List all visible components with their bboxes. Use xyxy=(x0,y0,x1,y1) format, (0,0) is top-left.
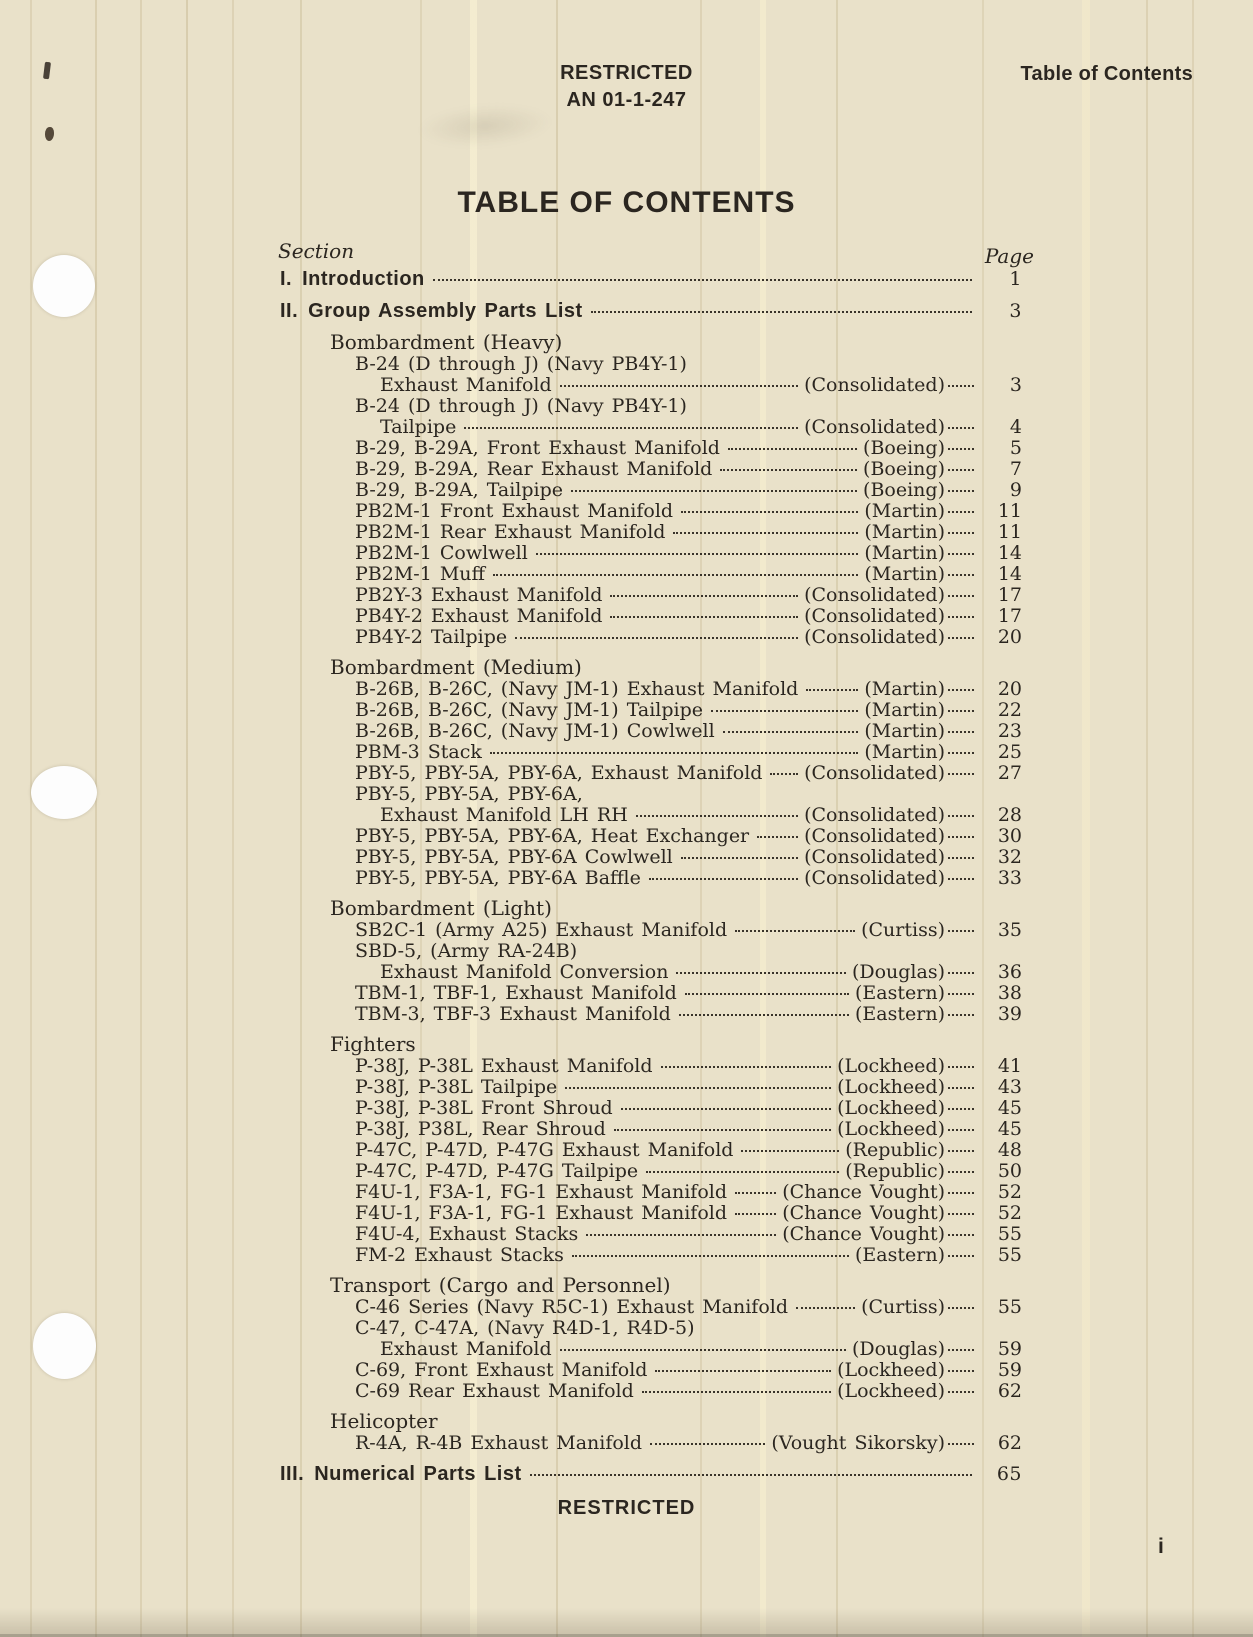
toc-entry-title: B-24 (D through J) (Navy PB4Y-1) xyxy=(355,353,687,375)
toc-manufacturer: (Consolidated) xyxy=(804,825,945,847)
toc-manufacturer: (Martin) xyxy=(864,741,945,763)
toc-entry-title: PB4Y-2 Tailpipe xyxy=(355,626,508,648)
toc-page-number: 27 xyxy=(997,762,1022,784)
toc-page-number: 9 xyxy=(1009,479,1022,501)
toc-row xyxy=(280,1077,1022,1098)
dot-leader-short xyxy=(948,689,974,691)
toc-entry-title: P-38J, P-38L Front Shroud xyxy=(355,1097,613,1119)
toc-row xyxy=(280,1381,1022,1402)
toc-row xyxy=(280,983,1022,1004)
dot-leader xyxy=(490,752,858,754)
dot-leader xyxy=(610,616,798,618)
toc-entry-title: Transport (Cargo and Personnel) xyxy=(330,1273,671,1297)
toc-manufacturer: (Martin) xyxy=(864,542,945,564)
toc-list xyxy=(280,268,1022,1486)
toc-page-number: 35 xyxy=(997,919,1022,941)
dot-leader xyxy=(685,993,849,995)
toc-row xyxy=(280,1119,1022,1140)
toc-entry-title: FM-2 Exhaust Stacks xyxy=(355,1244,564,1266)
toc-page-number: 14 xyxy=(997,563,1022,585)
toc-manufacturer: (Boeing) xyxy=(863,458,945,480)
toc-page-number: 20 xyxy=(997,678,1022,700)
toc-page-number: 32 xyxy=(997,846,1022,868)
dot-leader-short xyxy=(948,616,974,618)
toc-manufacturer: (Republic) xyxy=(845,1139,945,1161)
toc-page-number: 20 xyxy=(997,626,1022,648)
dot-leader-short xyxy=(948,448,974,450)
dot-leader-short xyxy=(948,731,974,733)
toc-entry-title: Helicopter xyxy=(330,1409,438,1433)
toc-entry-title: Introduction xyxy=(302,268,425,290)
toc-entry-title: B-24 (D through J) (Navy PB4Y-1) xyxy=(355,395,687,417)
dot-leader xyxy=(515,637,798,639)
dot-leader-short xyxy=(948,1087,974,1089)
dot-leader-short xyxy=(948,993,974,995)
dot-leader xyxy=(650,1443,765,1445)
toc-entry-title: P-38J, P-38L Exhaust Manifold xyxy=(355,1055,653,1077)
dot-leader xyxy=(642,1391,831,1393)
dot-leader-short xyxy=(948,972,974,974)
document-number: AN 01-1-247 xyxy=(566,89,687,111)
toc-manufacturer: (Martin) xyxy=(864,720,945,742)
dot-leader xyxy=(728,448,857,450)
toc-entry-title: PB2M-1 Front Exhaust Manifold xyxy=(355,500,674,522)
toc-row xyxy=(280,1034,1022,1056)
toc-row xyxy=(280,1318,1022,1339)
toc-manufacturer: (Martin) xyxy=(864,521,945,543)
toc-entry-title: B-26B, B-26C, (Navy JM-1) Tailpipe xyxy=(355,699,704,721)
dot-leader xyxy=(806,689,858,691)
toc-entry-title: Exhaust Manifold LH RH xyxy=(380,804,628,826)
dot-leader-short xyxy=(948,1066,974,1068)
toc-manufacturer: (Lockheed) xyxy=(837,1097,945,1119)
toc-manufacturer: (Eastern) xyxy=(855,982,945,1004)
dot-leader xyxy=(572,1255,849,1257)
toc-row xyxy=(280,543,1022,564)
toc-entry-title: P-38J, P-38L Tailpipe xyxy=(355,1076,558,1098)
toc-page-number: 4 xyxy=(1009,416,1022,438)
dot-leader-short xyxy=(948,1129,974,1131)
toc-row xyxy=(280,501,1022,522)
toc-row xyxy=(280,522,1022,543)
dot-leader-short xyxy=(948,553,974,555)
toc-page-number: 48 xyxy=(997,1139,1022,1161)
toc-page-number: 59 xyxy=(997,1338,1022,1360)
toc-manufacturer: (Republic) xyxy=(845,1160,945,1182)
toc-page-number: 55 xyxy=(997,1223,1022,1245)
toc-manufacturer: (Boeing) xyxy=(863,437,945,459)
dot-leader-short xyxy=(948,427,974,429)
scan-bottom-edge xyxy=(0,1608,1253,1637)
punch-hole-top xyxy=(33,255,95,317)
toc-manufacturer: (Consolidated) xyxy=(804,804,945,826)
dot-leader xyxy=(493,574,858,576)
dot-leader-short xyxy=(948,1192,974,1194)
toc-page-number: 62 xyxy=(997,1432,1022,1454)
toc-entry-title: SBD-5, (Army RA-24B) xyxy=(355,940,578,962)
toc-entry-title: Exhaust Manifold xyxy=(380,374,552,396)
dot-leader xyxy=(646,1171,839,1173)
toc-entry-title: Bombardment (Light) xyxy=(330,896,552,920)
toc-page-number: 11 xyxy=(997,521,1022,543)
toc-entry-title: Numerical Parts List xyxy=(314,1463,522,1485)
section-column-label: Section xyxy=(278,239,355,263)
toc-entry-title: P-47C, P-47D, P-47G Exhaust Manifold xyxy=(355,1139,734,1161)
toc-page-number: 45 xyxy=(997,1097,1022,1119)
toc-page-number: 22 xyxy=(997,699,1022,721)
toc-manufacturer: (Curtiss) xyxy=(861,1296,945,1318)
dot-leader xyxy=(735,930,855,932)
toc-row xyxy=(280,332,1022,354)
dot-leader xyxy=(591,311,972,313)
toc-entry-title: PB4Y-2 Exhaust Manifold xyxy=(355,605,603,627)
toc-page-number: 25 xyxy=(997,741,1022,763)
restricted-classification-footer: RESTRICTED xyxy=(557,1497,696,1519)
toc-row xyxy=(280,1463,1022,1486)
toc-row xyxy=(280,805,1022,826)
dot-leader xyxy=(536,553,859,555)
toc-page-number: 59 xyxy=(997,1359,1022,1381)
toc-page-number: 7 xyxy=(1009,458,1022,480)
toc-page-number: 1 xyxy=(1009,268,1022,290)
toc-row xyxy=(280,1203,1022,1224)
dot-leader-short xyxy=(948,1014,974,1016)
dot-leader xyxy=(649,878,798,880)
dot-leader xyxy=(796,1307,855,1309)
toc-manufacturer: (Martin) xyxy=(864,699,945,721)
dot-leader xyxy=(681,857,798,859)
toc-manufacturer: (Consolidated) xyxy=(804,416,945,438)
toc-row xyxy=(280,868,1022,889)
toc-row xyxy=(280,606,1022,627)
dot-leader-short xyxy=(948,490,974,492)
toc-entry-title: PB2Y-3 Exhaust Manifold xyxy=(355,584,603,606)
dot-leader-short xyxy=(948,878,974,880)
toc-manufacturer: (Eastern) xyxy=(855,1003,945,1025)
toc-row xyxy=(280,627,1022,648)
toc-row xyxy=(280,354,1022,375)
dot-leader xyxy=(571,490,857,492)
toc-manufacturer: (Martin) xyxy=(864,500,945,522)
toc-row xyxy=(280,1433,1022,1454)
dot-leader-short xyxy=(948,857,974,859)
toc-row xyxy=(280,679,1022,700)
toc-manufacturer: (Martin) xyxy=(864,563,945,585)
dot-leader-short xyxy=(948,1234,974,1236)
toc-entry-title: PBY-5, PBY-5A, PBY-6A, xyxy=(355,783,583,805)
dot-leader-short xyxy=(948,385,974,387)
toc-entry-title: PBY-5, PBY-5A, PBY-6A Baffle xyxy=(355,867,641,889)
toc-entry-title: PB2M-1 Cowlwell xyxy=(355,542,528,564)
toc-page-number: 28 xyxy=(997,804,1022,826)
toc-entry-title: PBM-3 Stack xyxy=(355,741,482,763)
toc-entry-title: Bombardment (Medium) xyxy=(330,655,582,679)
dot-leader xyxy=(711,710,858,712)
toc-entry-title: R-4A, R-4B Exhaust Manifold xyxy=(355,1432,643,1454)
toc-entry-title: PBY-5, PBY-5A, PBY-6A, Heat Exchanger xyxy=(355,825,750,847)
toc-manufacturer: (Consolidated) xyxy=(804,626,945,648)
toc-manufacturer: (Lockheed) xyxy=(837,1118,945,1140)
toc-row xyxy=(280,742,1022,763)
dot-leader-short xyxy=(948,511,974,513)
dot-leader-short xyxy=(948,532,974,534)
toc-page-number: 38 xyxy=(997,982,1022,1004)
toc-manufacturer: (Lockheed) xyxy=(837,1380,945,1402)
toc-manufacturer: (Boeing) xyxy=(863,479,945,501)
toc-row xyxy=(280,920,1022,941)
toc-manufacturer: (Consolidated) xyxy=(804,605,945,627)
toc-page-number: 17 xyxy=(997,605,1022,627)
toc-entry-title: C-46 Series (Navy R5C-1) Exhaust Manifold xyxy=(355,1296,789,1318)
dot-leader xyxy=(681,511,858,513)
punch-hole-bottom xyxy=(33,1313,96,1379)
toc-entry-title: PB2M-1 Muff xyxy=(355,563,486,585)
toc-entry-title: B-26B, B-26C, (Navy JM-1) Exhaust Manifold xyxy=(355,678,799,700)
toc-row xyxy=(280,1275,1022,1297)
dot-leader xyxy=(757,836,798,838)
toc-row xyxy=(280,1411,1022,1433)
page-title: TABLE OF CONTENTS xyxy=(457,186,796,219)
toc-row xyxy=(280,1360,1022,1381)
toc-entry-title: TBM-3, TBF-3 Exhaust Manifold xyxy=(355,1003,671,1025)
toc-page-number: 55 xyxy=(997,1296,1022,1318)
toc-row xyxy=(280,763,1022,784)
dot-leader xyxy=(560,1349,846,1351)
toc-row xyxy=(280,480,1022,501)
toc-manufacturer: (Consolidated) xyxy=(804,374,945,396)
dot-leader-short xyxy=(948,1213,974,1215)
toc-entry-title: PBY-5, PBY-5A, PBY-6A, Exhaust Manifold xyxy=(355,762,763,784)
toc-row xyxy=(280,396,1022,417)
toc-entry-title: PB2M-1 Rear Exhaust Manifold xyxy=(355,521,666,543)
folio-page-number: i xyxy=(1158,1535,1164,1558)
dot-leader xyxy=(735,1192,776,1194)
dot-leader xyxy=(655,1370,831,1372)
toc-row xyxy=(280,700,1022,721)
toc-row xyxy=(280,1098,1022,1119)
toc-page-number: 62 xyxy=(997,1380,1022,1402)
toc-page-number: 55 xyxy=(997,1244,1022,1266)
toc-page-number: 11 xyxy=(997,500,1022,522)
toc-page-number: 33 xyxy=(997,867,1022,889)
toc-row xyxy=(280,1161,1022,1182)
dot-leader xyxy=(723,731,859,733)
punch-hole-middle xyxy=(31,766,97,819)
running-head: Table of Contents xyxy=(1020,63,1193,85)
toc-manufacturer: (Chance Vought) xyxy=(782,1202,945,1224)
toc-entry-title: Exhaust Manifold Conversion xyxy=(380,961,669,983)
toc-page-number: 14 xyxy=(997,542,1022,564)
toc-page-number: 65 xyxy=(996,1463,1022,1485)
toc-row xyxy=(280,941,1022,962)
dot-leader xyxy=(673,532,858,534)
dot-leader xyxy=(464,427,798,429)
dot-leader xyxy=(661,1066,832,1068)
dot-leader-short xyxy=(948,1370,974,1372)
dot-leader xyxy=(586,1234,776,1236)
toc-row xyxy=(280,1224,1022,1245)
toc-manufacturer: (Curtiss) xyxy=(861,919,945,941)
toc-row xyxy=(280,585,1022,606)
toc-entry-title: Exhaust Manifold xyxy=(380,1338,552,1360)
toc-manufacturer: (Chance Vought) xyxy=(782,1181,945,1203)
toc-page-number: 30 xyxy=(997,825,1022,847)
dot-leader xyxy=(560,385,798,387)
toc-entry-title: PBY-5, PBY-5A, PBY-6A Cowlwell xyxy=(355,846,673,868)
dot-leader xyxy=(676,972,846,974)
toc-row xyxy=(280,1297,1022,1318)
toc-row xyxy=(280,784,1022,805)
dot-leader-short xyxy=(948,637,974,639)
toc-row xyxy=(280,1339,1022,1360)
toc-section-number: III. xyxy=(280,1463,305,1485)
dot-leader xyxy=(433,279,972,281)
toc-page-number: 3 xyxy=(1009,374,1022,396)
toc-manufacturer: (Martin) xyxy=(864,678,945,700)
dot-leader xyxy=(741,1150,839,1152)
toc-entry-title: P-47C, P-47D, P-47G Tailpipe xyxy=(355,1160,639,1182)
toc-entry-title: Tailpipe xyxy=(380,416,457,438)
toc-section-number: I. xyxy=(280,268,293,290)
toc-entry-title: F4U-4, Exhaust Stacks xyxy=(355,1223,579,1245)
dot-leader-short xyxy=(948,1150,974,1152)
toc-entry-title: Bombardment (Heavy) xyxy=(330,330,563,354)
toc-row xyxy=(280,417,1022,438)
toc-page-number: 17 xyxy=(997,584,1022,606)
restricted-classification-header: RESTRICTED xyxy=(560,62,693,84)
toc-row xyxy=(280,1056,1022,1077)
dot-leader-short xyxy=(948,1255,974,1257)
toc-page-number: 45 xyxy=(997,1118,1022,1140)
toc-row xyxy=(280,898,1022,920)
toc-row xyxy=(280,721,1022,742)
toc-entry-title: Group Assembly Parts List xyxy=(308,300,583,322)
toc-entry-title: P-38J, P38L, Rear Shroud xyxy=(355,1118,606,1140)
dot-leader-short xyxy=(948,1349,974,1351)
toc-page-number: 5 xyxy=(1009,437,1022,459)
toc-page-number: 39 xyxy=(997,1003,1022,1025)
dot-leader xyxy=(735,1213,776,1215)
dot-leader xyxy=(530,1474,972,1476)
toc-entry-title: TBM-1, TBF-1, Exhaust Manifold xyxy=(355,982,677,1004)
toc-manufacturer: (Douglas) xyxy=(851,1338,945,1360)
toc-row xyxy=(280,1140,1022,1161)
toc-entry-title: F4U-1, F3A-1, FG-1 Exhaust Manifold xyxy=(355,1202,727,1224)
dot-leader xyxy=(614,1129,831,1131)
toc-row xyxy=(280,1182,1022,1203)
dot-leader xyxy=(770,773,798,775)
dot-leader-short xyxy=(948,1307,974,1309)
toc-entry-title: SB2C-1 (Army A25) Exhaust Manifold xyxy=(355,919,728,941)
dot-leader xyxy=(679,1014,849,1016)
toc-entry-title: B-29, B-29A, Rear Exhaust Manifold xyxy=(355,458,713,480)
toc-entry-title: C-69 Rear Exhaust Manifold xyxy=(355,1380,634,1402)
toc-page-number: 41 xyxy=(997,1055,1022,1077)
dot-leader-short xyxy=(948,469,974,471)
toc-row xyxy=(280,826,1022,847)
dot-leader-short xyxy=(948,595,974,597)
ink-mark xyxy=(45,127,54,141)
toc-row xyxy=(280,847,1022,868)
dot-leader-short xyxy=(948,1108,974,1110)
toc-row xyxy=(280,1004,1022,1025)
toc-manufacturer: (Consolidated) xyxy=(804,584,945,606)
toc-manufacturer: (Lockheed) xyxy=(837,1359,945,1381)
toc-row xyxy=(280,459,1022,480)
dot-leader xyxy=(610,595,798,597)
dot-leader-short xyxy=(948,1171,974,1173)
toc-section-number: II. xyxy=(280,300,299,322)
dot-leader-short xyxy=(948,773,974,775)
toc-row xyxy=(280,564,1022,585)
dot-leader-short xyxy=(948,1391,974,1393)
toc-manufacturer: (Consolidated) xyxy=(804,867,945,889)
toc-entry-title: C-47, C-47A, (Navy R4D-1, R4D-5) xyxy=(355,1317,695,1339)
dot-leader-short xyxy=(948,574,974,576)
toc-page-number: 43 xyxy=(997,1076,1022,1098)
toc-manufacturer: (Consolidated) xyxy=(804,846,945,868)
dot-leader-short xyxy=(948,1443,974,1445)
toc-manufacturer: (Lockheed) xyxy=(837,1076,945,1098)
toc-page-number: 3 xyxy=(1009,300,1022,322)
toc-entry-title: B-26B, B-26C, (Navy JM-1) Cowlwell xyxy=(355,720,715,742)
toc-row xyxy=(280,438,1022,459)
toc-manufacturer: (Chance Vought) xyxy=(782,1223,945,1245)
toc-manufacturer: (Eastern) xyxy=(855,1244,945,1266)
toc-manufacturer: (Consolidated) xyxy=(804,762,945,784)
toc-page-number: 36 xyxy=(997,961,1022,983)
toc-row xyxy=(280,300,1022,323)
toc-manufacturer: (Douglas) xyxy=(851,961,945,983)
toc-row xyxy=(280,268,1022,291)
toc-row xyxy=(280,962,1022,983)
toc-page-number: 23 xyxy=(997,720,1022,742)
toc-entry-title: B-29, B-29A, Tailpipe xyxy=(355,479,564,501)
toc-page-number: 52 xyxy=(997,1181,1022,1203)
dot-leader xyxy=(621,1108,831,1110)
toc-page-number: 50 xyxy=(997,1160,1022,1182)
dot-leader-short xyxy=(948,836,974,838)
toc-manufacturer: (Lockheed) xyxy=(837,1055,945,1077)
dot-leader xyxy=(565,1087,831,1089)
page-column-label: Page xyxy=(984,244,1034,268)
dot-leader-short xyxy=(948,710,974,712)
dot-leader xyxy=(636,815,798,817)
toc-manufacturer: (Vought Sikorsky) xyxy=(771,1432,945,1454)
toc-page-number: 52 xyxy=(997,1202,1022,1224)
toc-entry-title: C-69, Front Exhaust Manifold xyxy=(355,1359,648,1381)
toc-entry-title: B-29, B-29A, Front Exhaust Manifold xyxy=(355,437,720,459)
dot-leader-short xyxy=(948,930,974,932)
dot-leader-short xyxy=(948,752,974,754)
toc-row xyxy=(280,657,1022,679)
dot-leader xyxy=(720,469,857,471)
toc-row xyxy=(280,375,1022,396)
dot-leader-short xyxy=(948,815,974,817)
toc-entry-title: F4U-1, F3A-1, FG-1 Exhaust Manifold xyxy=(355,1181,727,1203)
toc-row xyxy=(280,1245,1022,1266)
toc-entry-title: Fighters xyxy=(330,1032,416,1056)
